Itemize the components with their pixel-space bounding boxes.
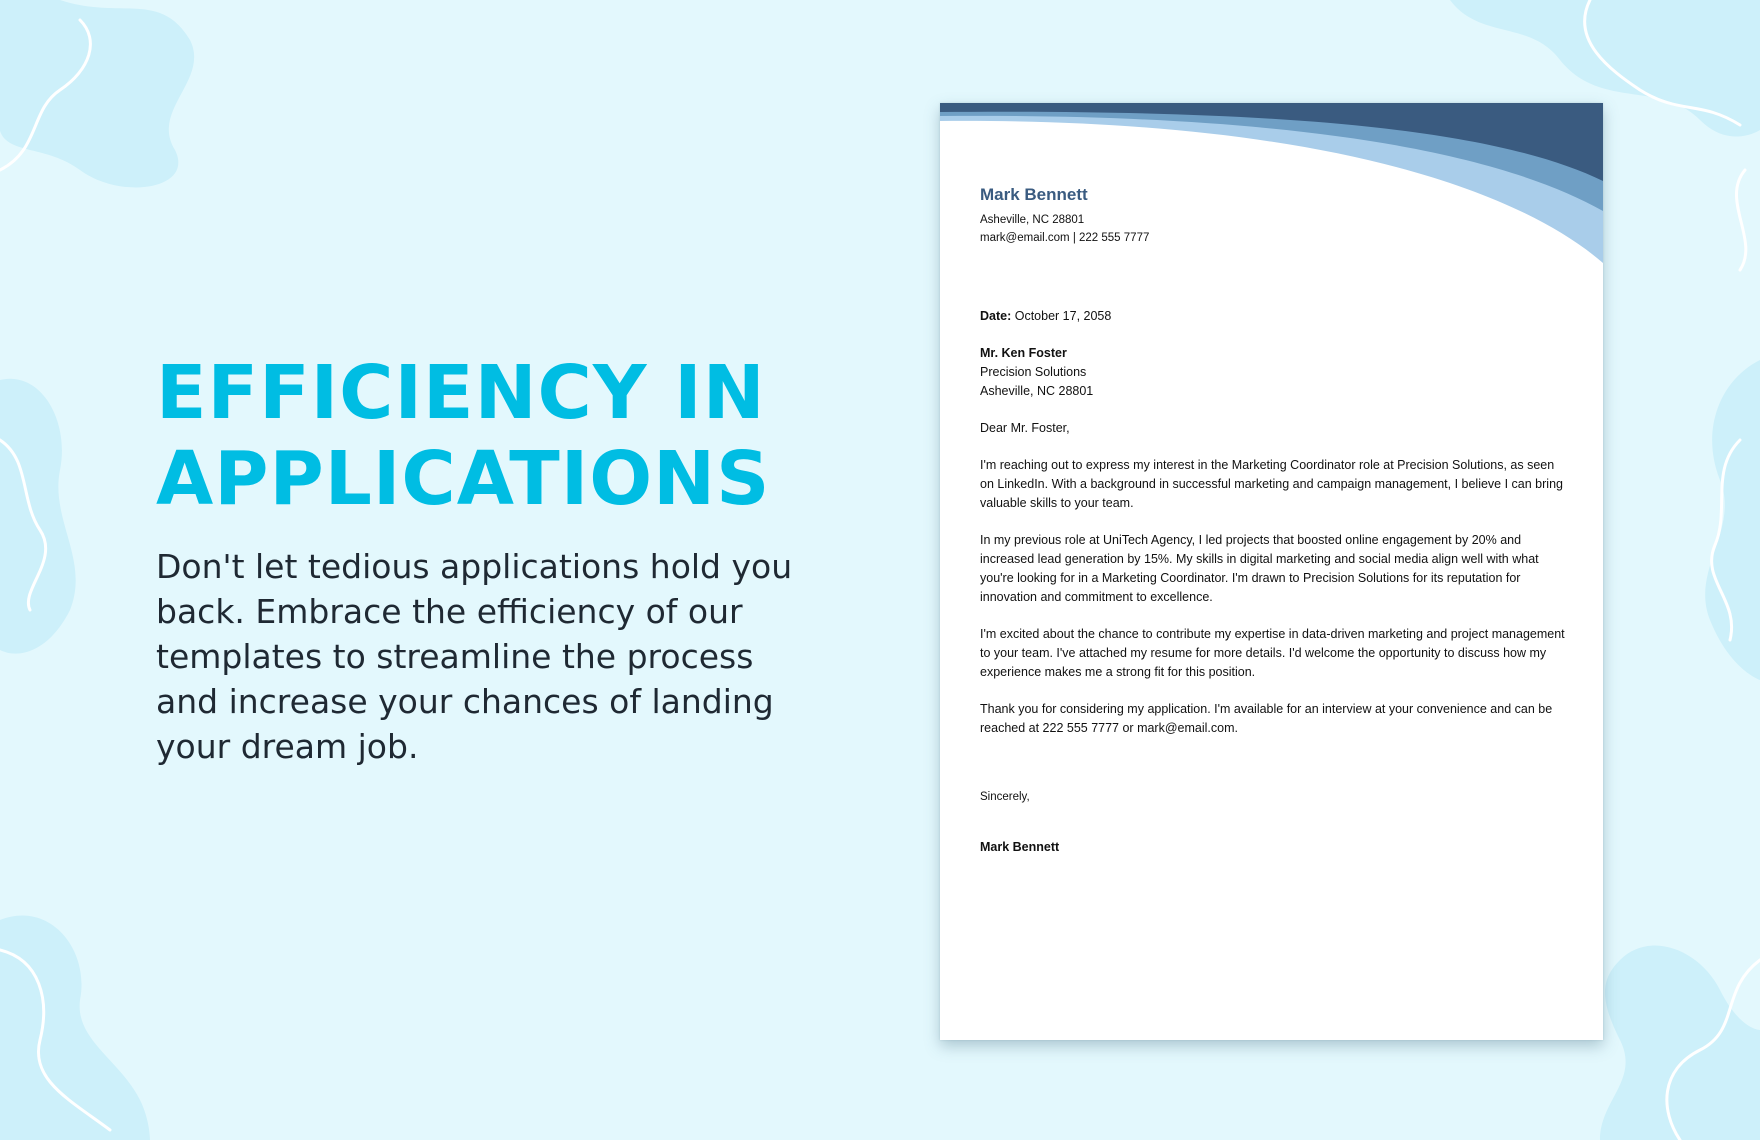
promo-section bbox=[156, 350, 796, 769]
signature-name: Mark Bennett bbox=[980, 840, 1060, 854]
recipient-company: Precision Solutions bbox=[980, 365, 1087, 379]
promo-description: Don't let tedious applications hold you back. Embrace the efficiency of our templates to streamline the process and increase your chances of landing your dream job. bbox=[156, 547, 793, 766]
recipient-address: Asheville, NC 28801 bbox=[980, 384, 1094, 398]
body-paragraph: I'm reaching out to express my interest in the Marketing Coordinator role at Precision Solutions, as seen on LinkedIn. With a background in successful marketing and campaign management, I believe I can bring valuable skills to your team. bbox=[980, 458, 1563, 510]
date-value: October 17, 2058 bbox=[1011, 309, 1112, 323]
closing: Sincerely, bbox=[980, 791, 1030, 803]
recipient-name: Mr. Ken Foster bbox=[980, 346, 1067, 360]
promo-title-line-1: EFFICIENCY IN bbox=[156, 350, 766, 436]
sender-contact: mark@email.com | 222 555 7777 bbox=[980, 232, 1150, 244]
salutation: Dear Mr. Foster, bbox=[980, 421, 1070, 435]
date-label: Date: bbox=[980, 309, 1012, 323]
promo-title bbox=[156, 350, 796, 522]
body-paragraph: Thank you for considering my application. I'm available for an interview at your convenience and can be reached at 222 555 7777 or mark@email.com. bbox=[980, 702, 1553, 735]
body-paragraph: In my previous role at UniTech Agency, I led projects that boosted online engagement by 20% and increased lead generation by 15%. My skills in digital marketing and social media align well with what you're looking for in a Marketing Coordinator. I'm drawn to Precision Solutions for its reputation for innovation and commitment to excellence. bbox=[980, 533, 1539, 604]
sender-name: Mark Bennett bbox=[980, 185, 1088, 204]
body-paragraph: I'm excited about the chance to contribute my expertise in data-driven marketing and project management to your team. I've attached my resume for more details. I'd welcome the opportunity to discuss how my experience makes me a strong fit for this position. bbox=[980, 627, 1565, 679]
promo-title-line-2: APPLICATIONS bbox=[156, 436, 771, 522]
letter-date bbox=[980, 307, 1565, 326]
sender-address: Asheville, NC 28801 bbox=[980, 214, 1085, 226]
recipient-block bbox=[980, 344, 1565, 401]
letter-body bbox=[980, 183, 1565, 857]
cover-letter-page bbox=[940, 103, 1603, 1040]
